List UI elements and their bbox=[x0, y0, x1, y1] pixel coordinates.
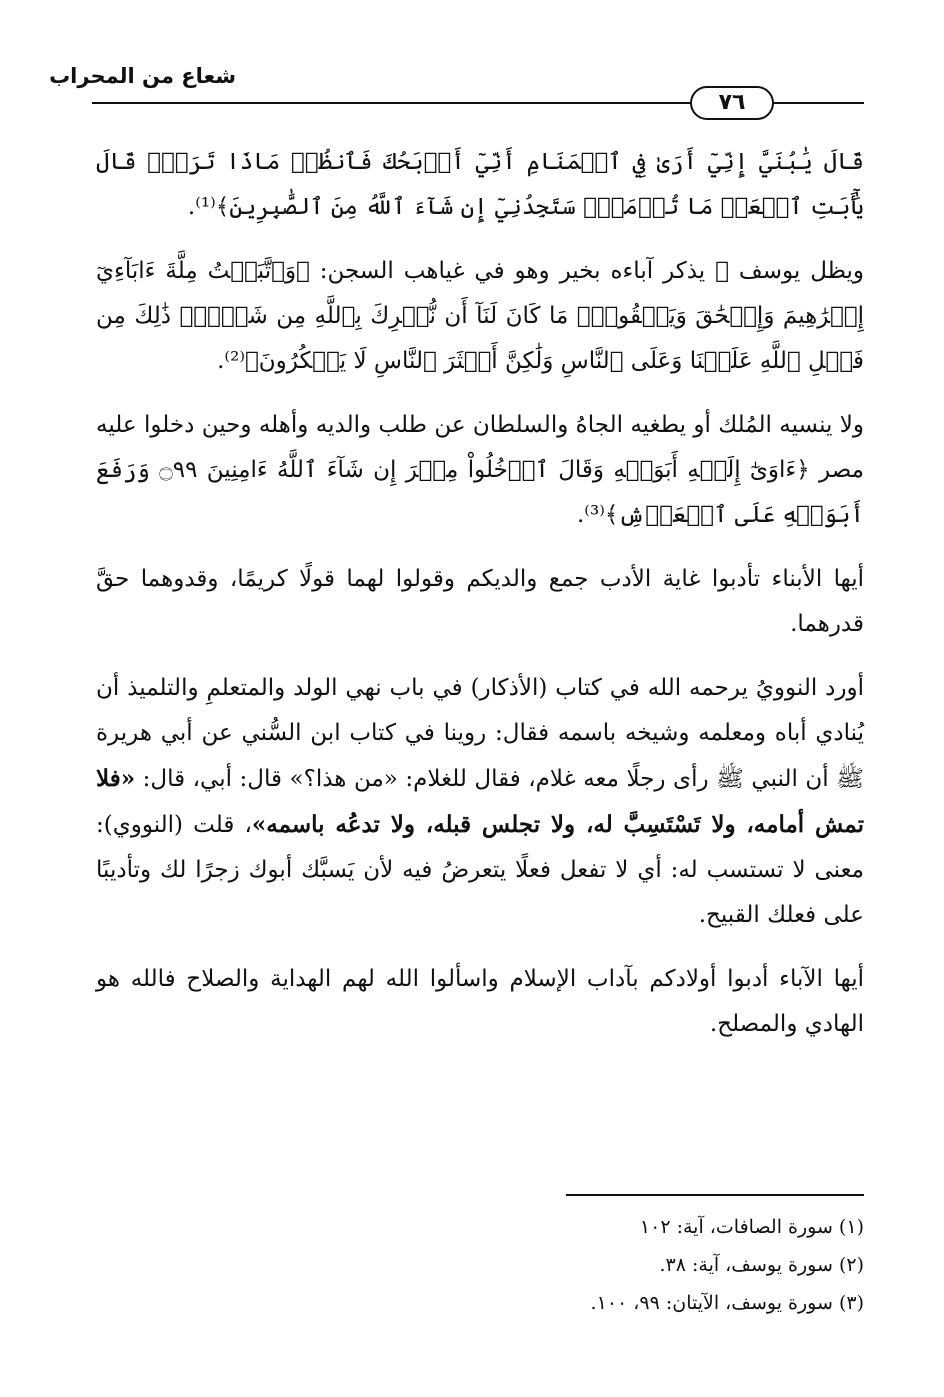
header-rule-left bbox=[92, 102, 694, 104]
footnote-1: (١) سورة الصافات، آية: ١٠٢ bbox=[639, 1216, 864, 1238]
nawawi-commentary: ، قلت (النووي): معنى لا تستسب له: أي لا تفعل فعلًا يتعرضُ فيه لأن يَسبَّك أبوك زجرًا لك وتأديبًا على فعلك القبيح. bbox=[96, 812, 864, 928]
footnotes bbox=[96, 1208, 864, 1322]
running-header-title: شعاع من المحراب bbox=[49, 64, 236, 88]
yusuf-paragraph: ويظل يوسف ﷺ يذكر آباءه بخير وهو في غياهب السجن: ﴿وَٱتَّبَعۡتُ مِلَّةَ ءَابَآءِيٓ إِبۡرَٰهِيمَ وَإِسۡحَٰقَ وَيَعۡقُوبَۚ مَا كَانَ لَنَآ أَن نُّشۡرِكَ بِٱللَّهِ مِن شَيۡءٖۚ ذَٰلِكَ مِن فَضۡلِ ٱللَّهِ عَلَيۡنَا وَعَلَى ٱلنَّاسِ وَلَٰكِنَّ أَكۡثَرَ ٱلنَّاسِ لَا يَشۡكُرُونَ﴾⁽²⁾. bbox=[96, 258, 864, 374]
kingdom-paragraph: ولا ينسيه المُلك أو يطغيه الجاهُ والسلطان عن طلب والديه وأهله وحين دخلوا عليه مصر ﴿ءَاوَىٰٓ إِلَيۡهِ أَبَوَيۡهِ وَقَالَ ٱدۡخُلُواْ مِصۡرَ إِن شَآءَ ٱللَّهُ ءَامِنِينَ ۝٩٩ وَرَفَعَ أَبَوَيۡهِ عَلَى ٱلۡعَرۡشِ﴾⁽³⁾. bbox=[96, 412, 864, 528]
body-text bbox=[96, 140, 864, 1066]
quran-verse-paragraph: قَالَ يَٰبُنَيَّ إِنِّيٓ أَرَىٰ فِي ٱلۡمَنَامِ أَنِّيٓ أَذۡبَحُكَ فَٱنظُرۡ مَاذَا تَرَىٰۚ قَالَ يَٰٓأَبَتِ ٱفۡعَلۡ مَا تُؤۡمَرُۖ سَتَجِدُنِيٓ إِن شَآءَ ٱللَّهُ مِنَ ٱلصَّٰبِرِينَ﴾⁽¹⁾. bbox=[96, 149, 864, 220]
hadith-quote: «فلا تمش أمامه، ولا تَسْتَسِبَّ له، ولا تجلس قبله، ولا تدعُه باسمه» bbox=[96, 765, 864, 838]
parents-advice-paragraph: أيها الآباء أدبوا أولادكم بآداب الإسلام واسألوا الله لهم الهداية والصلاح فالله هو الهادي والمصلح. bbox=[96, 966, 864, 1037]
children-advice-paragraph: أيها الأبناء تأدبوا غاية الأدب جمع والديكم وقولوا لهما قولًا كريمًا، وقدوهما حقَّ قدرهما. bbox=[96, 566, 864, 637]
nawawi-narration: أورد النوويُ يرحمه الله في كتاب (الأذكار) في باب نهي الولد والمتعلمِ والتلميذ أن يُنادي أباه ومعلمه وشيخه باسمه فقال: روينا في كتاب ابن السُّني عن أبي هريرة ﷺ أن النبي ﷺ رأى رجلًا معه غلام، فقال للغلام: «من هذا؟» قال: أبي، قال: bbox=[96, 675, 864, 792]
footnote-2: (٢) سورة يوسف، آية: ٣٨. bbox=[659, 1254, 864, 1276]
page-number: ٧٦ bbox=[690, 86, 774, 120]
footnote-separator bbox=[566, 1194, 864, 1196]
header-rule-right bbox=[772, 102, 864, 104]
footnote-3: (٣) سورة يوسف، الآيتان: ٩٩، ١٠٠. bbox=[590, 1292, 864, 1314]
nawawi-paragraph bbox=[96, 666, 864, 938]
